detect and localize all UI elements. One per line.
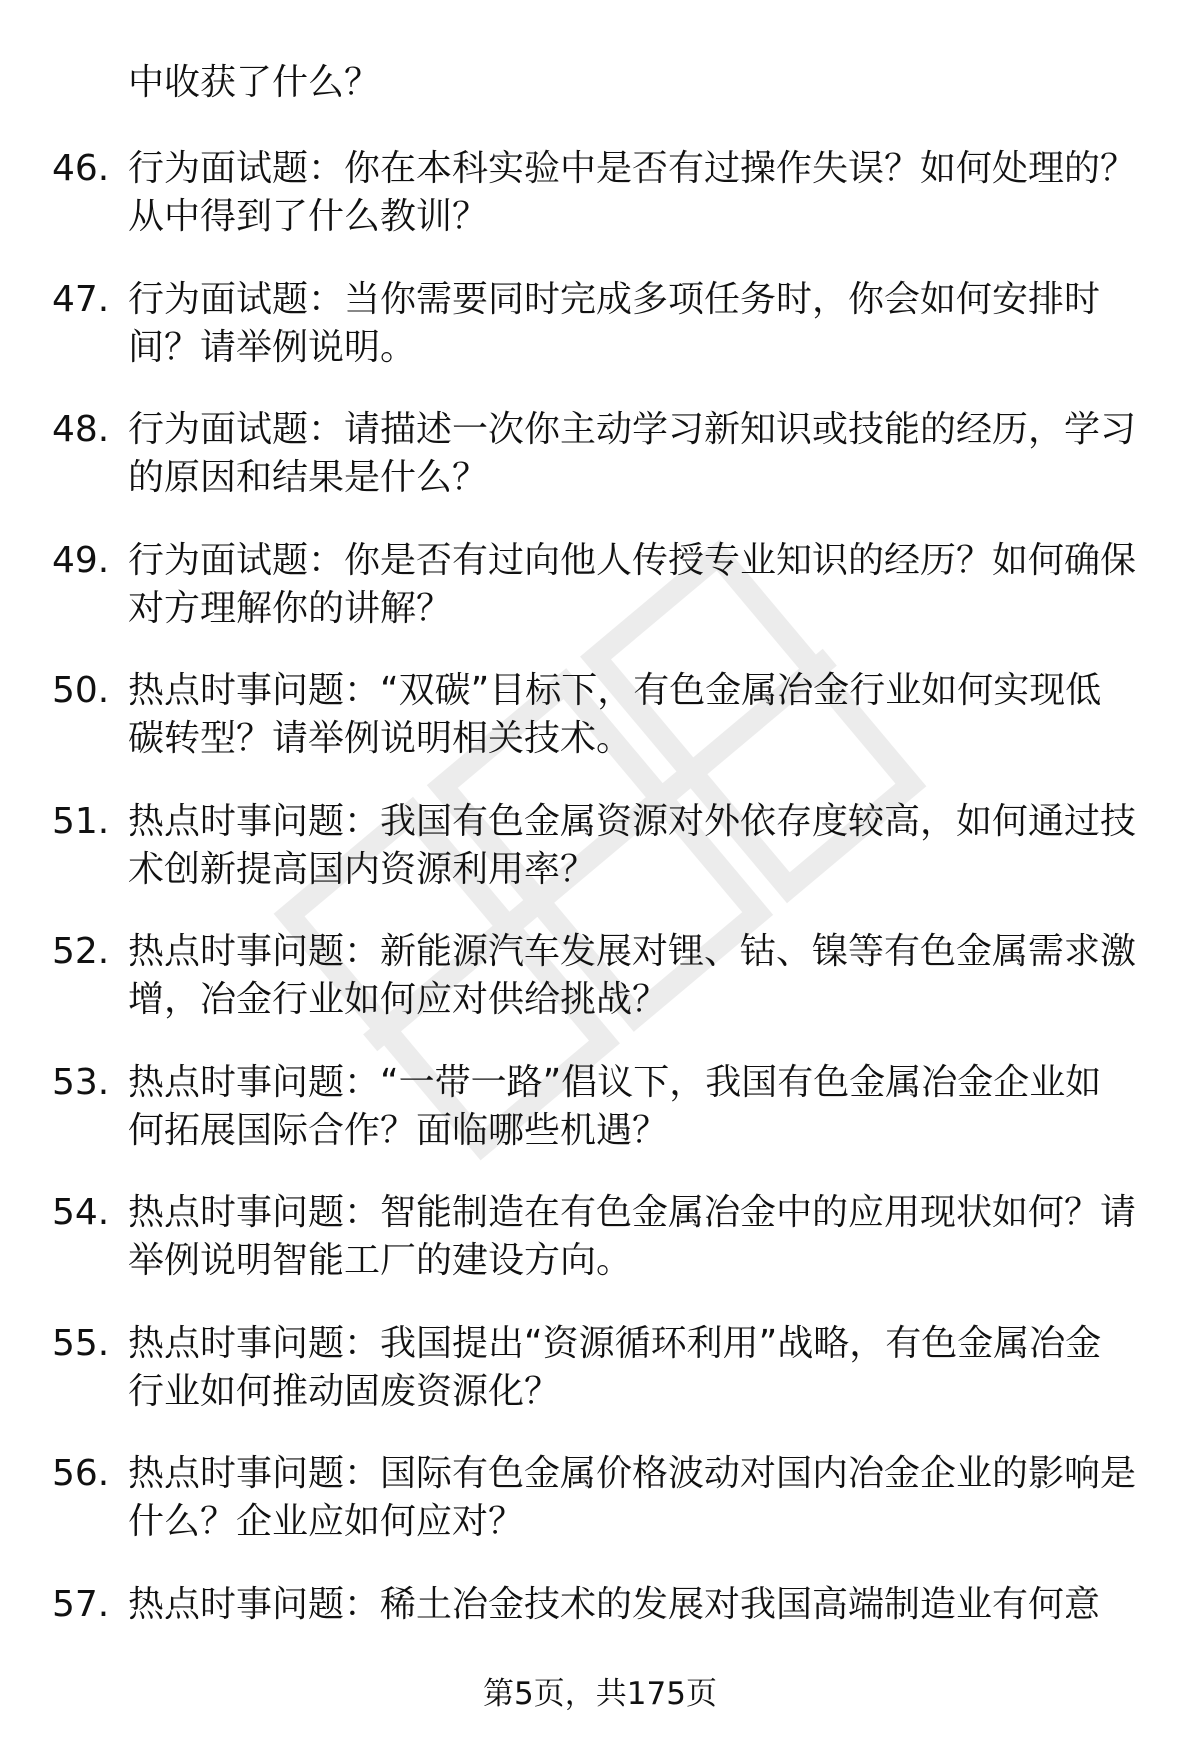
question-item: [0, 406, 1200, 506]
question-item: [0, 928, 1200, 1028]
question-number: 54.: [52, 1192, 110, 1233]
question-number: 57.: [52, 1583, 110, 1625]
question-number: 56.: [52, 1453, 110, 1494]
question-text-line: 行业如何推动固废资源化？: [128, 1370, 561, 1412]
question-text-line: 间？请举例说明。: [128, 326, 417, 368]
question-number: 53.: [52, 1061, 110, 1103]
question-item: [0, 667, 1200, 767]
question-text-line: 举例说明智能工厂的建设方向。: [128, 1240, 633, 1281]
question-text-line: 从中得到了什么教训？: [128, 196, 489, 237]
question-text-line: 热点时事问题：“双碳”目标下，有色金属冶金行业如何实现低: [128, 670, 1102, 711]
question-text-line: 行为面试题：你是否有过向他人传授专业知识的经历？如何确保: [128, 539, 1137, 581]
continuation-text: 中收获了什么？: [128, 62, 381, 103]
question-text-line: 热点时事问题：国际有色金属价格波动对国内冶金企业的影响是: [128, 1453, 1137, 1494]
question-text-line: 增，冶金行业如何应对供给挑战？: [128, 979, 669, 1020]
question-text-line: 何拓展国际合作？面临哪些机遇？: [128, 1109, 669, 1151]
question-number: 47.: [52, 278, 110, 320]
question-text-line: 行为面试题：你在本科实验中是否有过操作失误？如何处理的？: [128, 148, 1137, 189]
question-text-line: 热点时事问题：我国提出“资源循环利用”战略，有色金属冶金: [128, 1322, 1102, 1364]
question-number: 52.: [52, 931, 110, 972]
question-item: [0, 276, 1200, 376]
question-text-line: 行为面试题：请描述一次你主动学习新知识或技能的经历，学习: [128, 409, 1137, 450]
question-number: 46.: [52, 148, 110, 189]
question-item: [0, 1059, 1200, 1159]
question-number: 49.: [52, 539, 110, 581]
question-text-line: 碳转型？请举例说明相关技术。: [128, 718, 633, 759]
question-text-line: 热点时事问题：我国有色金属资源对外依存度较高，如何通过技: [128, 800, 1137, 842]
question-item: [0, 145, 1200, 245]
question-item: [0, 1450, 1200, 1550]
question-number: 55.: [52, 1322, 110, 1364]
question-text-line: 什么？企业应如何应对？: [128, 1501, 525, 1542]
question-text-line: 术创新提高国内资源利用率？: [128, 848, 597, 890]
question-item: [0, 798, 1200, 898]
page-number: 第5页，共175页: [483, 1676, 717, 1712]
question-text-line: 热点时事问题：新能源汽车发展对锂、钴、镍等有色金属需求激: [128, 931, 1137, 972]
question-number: 48.: [52, 409, 110, 450]
question-text-line: 行为面试题：当你需要同时完成多项任务时，你会如何安排时: [128, 278, 1101, 320]
question-item: [0, 1320, 1200, 1420]
question-text-line: 热点时事问题：智能制造在有色金属冶金中的应用现状如何？请: [128, 1192, 1137, 1233]
question-number: 51.: [52, 800, 110, 842]
question-text-line: 的原因和结果是什么？: [128, 457, 489, 498]
question-item: [0, 537, 1200, 637]
question-item: [0, 1189, 1200, 1289]
question-text-line: 热点时事问题：“一带一路”倡议下，我国有色金属冶金企业如: [128, 1061, 1102, 1103]
question-item: [0, 1581, 1200, 1681]
question-text-line: 热点时事问题：稀土冶金技术的发展对我国高端制造业有何意: [128, 1583, 1101, 1625]
question-text-line: 对方理解你的讲解？: [128, 587, 453, 629]
question-number: 50.: [52, 670, 110, 711]
